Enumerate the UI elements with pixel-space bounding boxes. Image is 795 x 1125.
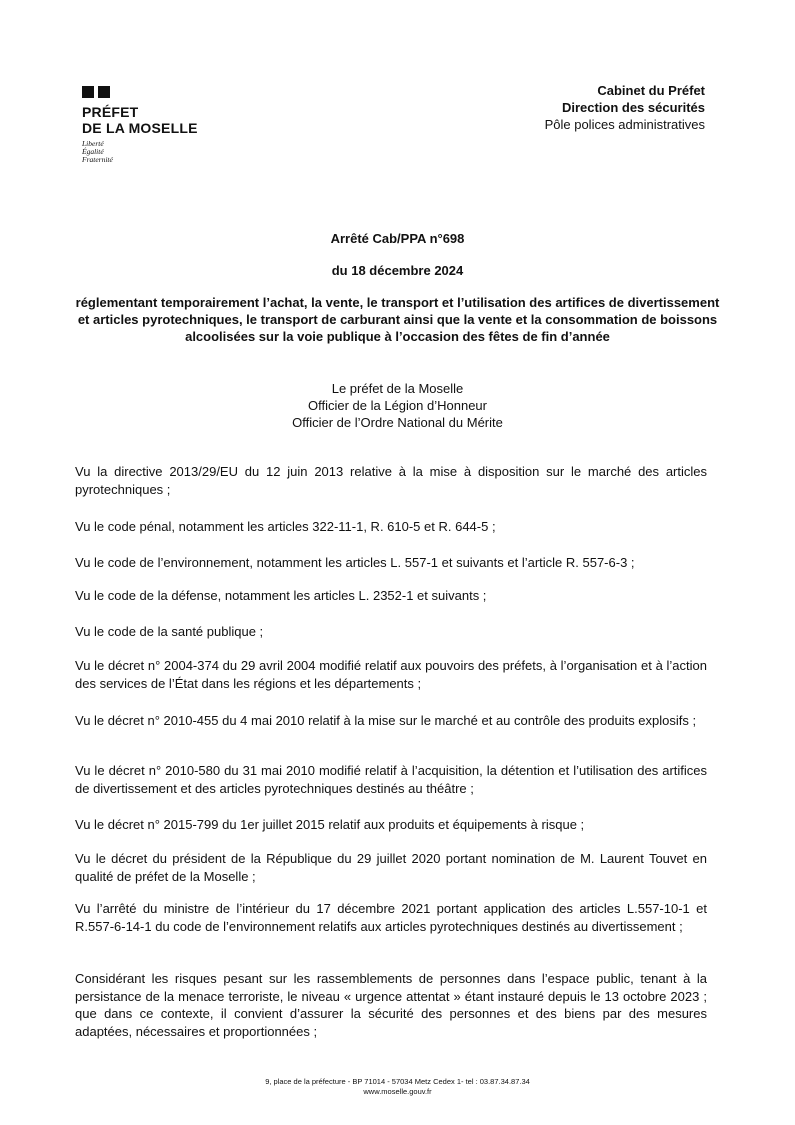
- footer-website: www.moselle.gouv.fr: [363, 1087, 432, 1096]
- motto-egalite: Égalité: [82, 147, 104, 156]
- service-pole: Pôle polices administratives: [544, 117, 705, 132]
- decree-object: réglementant temporairement l’achat, la vente, le transport et l’utilisation des artifices de divertissement et articles pyrotechniques, le transport de carburant ainsi que la vente et la consommation de boissons alcoolisées sur la voie publique à l’occasion des fêtes de fin d’année: [75, 295, 720, 344]
- visa-paragraph: Vu le code de la défense, notamment les articles L. 2352-1 et suivants ;: [75, 588, 487, 603]
- service-cabinet: Cabinet du Préfet: [597, 83, 705, 98]
- issuing-service: [545, 82, 705, 133]
- authority-legion-honneur: Officier de la Légion d’Honneur: [308, 398, 487, 413]
- visa-paragraph: Vu le code de la santé publique ;: [75, 624, 264, 639]
- considerant-paragraph: Considérant les risques pesant sur les rassemblements de personnes dans l’espace public, tenant à la persistance de la menace terroriste, le niveau « urgence attentat » étant instauré depuis le 13 octobre 2023 ; que dans ce contexte, il convient d’assurer la sécurité des personnes et des biens par des mesures adaptées, nécessaires et proportionnées ;: [75, 971, 707, 1039]
- prefet-title-line1: PRÉFET: [82, 104, 139, 120]
- visa-paragraph: Vu le décret du président de la République du 29 juillet 2020 portant nomination de M. Laurent Touvet en qualité de préfet de la Moselle ;: [75, 851, 707, 884]
- republic-motto: [82, 140, 222, 164]
- marianne-flag-icon: [82, 80, 222, 98]
- visa-paragraph: Vu le décret n° 2015-799 du 1er juillet 2015 relatif aux produits et équipements à risque ;: [75, 817, 585, 832]
- visa-paragraph: Vu le décret n° 2010-580 du 31 mai 2010 modifié relatif à l’acquisition, la détention et l’utilisation des artifices de divertissement et des articles pyrotechniques destinés au théâtre ;: [75, 763, 707, 796]
- footer-address: 9, place de la préfecture - BP 71014 - 57034 Metz Cedex 1- tel : 03.87.34.87.34: [265, 1077, 530, 1086]
- prefecture-logo: [82, 80, 222, 164]
- visa-paragraph: Vu le décret n° 2004-374 du 29 avril 2004 modifié relatif aux pouvoirs des préfets, à l’organisation et à l’action des services de l’État dans les régions et les départements ;: [75, 658, 707, 691]
- page-footer: [0, 1077, 795, 1097]
- decree-number: Arrêté Cab/PPA n°698: [330, 231, 465, 246]
- visa-paragraph: Vu le code de l’environnement, notamment les articles L. 557-1 et suivants et l’article R. 557-6-3 ;: [75, 555, 635, 570]
- prefet-title-line2: DE LA MOSELLE: [82, 120, 198, 136]
- visa-paragraph: Vu l’arrêté du ministre de l’intérieur du 17 décembre 2021 portant application des articles L.557-10-1 et R.557-6-14-1 du code de l’environnement relatifs aux articles pyrotechniques destinés au divertissement ;: [75, 901, 707, 934]
- service-direction: Direction des sécurités: [561, 100, 705, 115]
- decree-date: du 18 décembre 2024: [331, 263, 464, 278]
- motto-liberte: Liberté: [82, 139, 104, 148]
- authority-ordre-merite: Officier de l’Ordre National du Mérite: [292, 415, 503, 430]
- motto-fraternite: Fraternité: [82, 155, 113, 164]
- authority-block: [0, 380, 795, 431]
- visa-paragraph: Vu la directive 2013/29/EU du 12 juin 2013 relative à la mise à disposition sur le marché des articles pyrotechniques ;: [75, 464, 707, 497]
- authority-prefet: Le préfet de la Moselle: [331, 381, 464, 396]
- visa-paragraph: Vu le code pénal, notamment les articles 322-11-1, R. 610-5 et R. 644-5 ;: [75, 519, 496, 534]
- visa-paragraph: Vu le décret n° 2010-455 du 4 mai 2010 relatif à la mise sur le marché et au contrôle des produits explosifs ;: [75, 713, 697, 728]
